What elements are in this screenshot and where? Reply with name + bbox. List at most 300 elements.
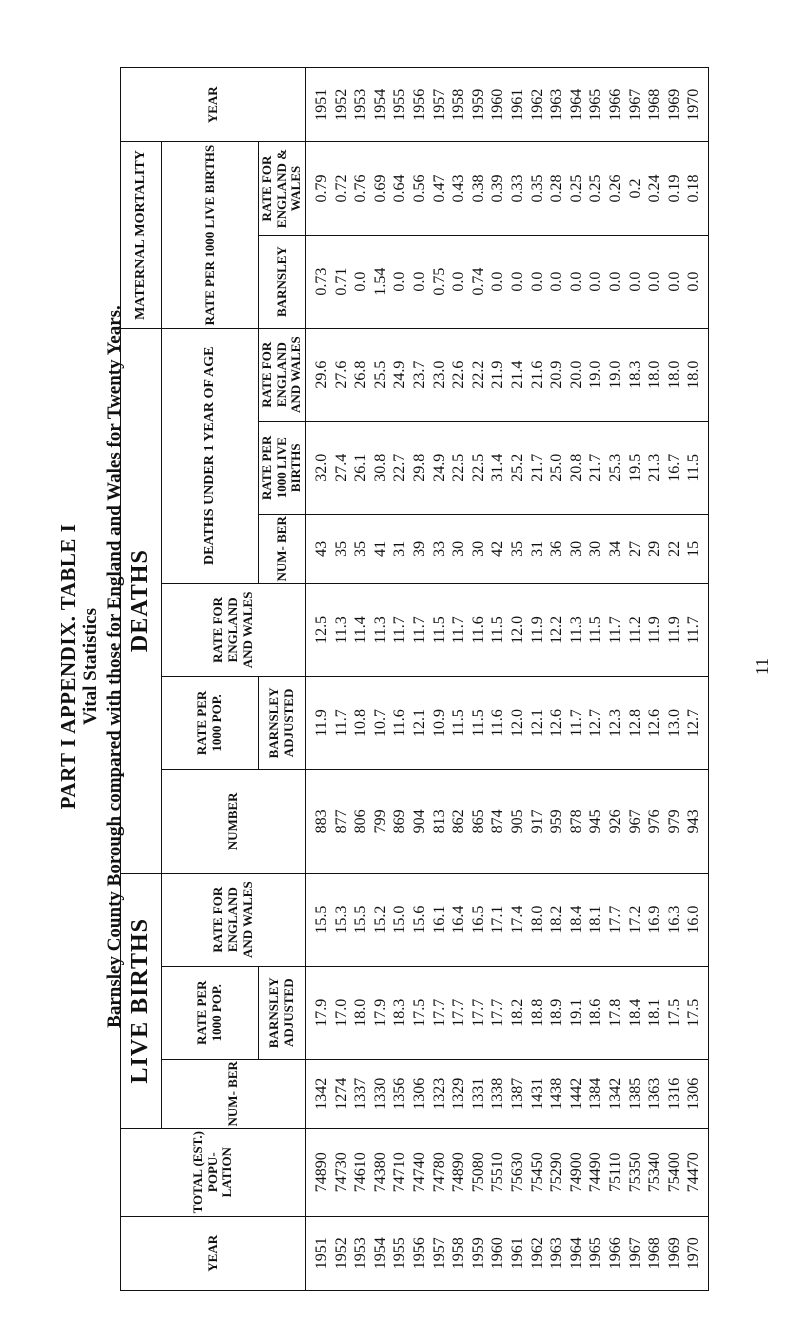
cell-maternal-ew: 0.43 bbox=[450, 174, 468, 203]
deaths-adjusted-header: BARNSLEY ADJUSTED bbox=[259, 676, 306, 769]
cell-infant-number: 34 bbox=[606, 540, 624, 557]
cell-deaths-number: 945 bbox=[587, 809, 605, 834]
cell-infant-rate-ew: 26.8 bbox=[352, 360, 370, 389]
cell-births-rate: 17.9 bbox=[371, 998, 389, 1027]
cell-maternal-ew: 0.2 bbox=[626, 178, 644, 199]
deaths-header: DEATHS bbox=[121, 328, 162, 873]
cell-infant-rate-ew: 18.0 bbox=[646, 360, 664, 389]
cell-infant-rate: 22.5 bbox=[450, 453, 468, 482]
cell-infant-number: 30 bbox=[469, 540, 487, 557]
column-infant-rate bbox=[306, 421, 709, 514]
cell-infant-rate-ew: 23.0 bbox=[430, 360, 448, 389]
cell-deaths-number: 877 bbox=[332, 809, 350, 834]
cell-births-rate: 17.7 bbox=[489, 998, 507, 1027]
cell-deaths-rate: 12.1 bbox=[410, 708, 428, 737]
cell-maternal-ew: 0.35 bbox=[528, 174, 546, 203]
cell-year: 1962 bbox=[528, 88, 546, 121]
cell-births-number: 1316 bbox=[665, 1077, 683, 1110]
cell-deaths-rate-ew: 11.3 bbox=[371, 616, 389, 644]
cell-births-rate: 18.2 bbox=[508, 998, 526, 1027]
cell-infant-number: 22 bbox=[665, 540, 683, 557]
maternal-ew-header: RATE FOR ENGLAND & WALES bbox=[259, 142, 306, 235]
year-header: YEAR bbox=[121, 1216, 306, 1290]
cell-births-rate-ew: 16.3 bbox=[665, 905, 683, 934]
cell-year: 1963 bbox=[548, 1237, 566, 1270]
cell-infant-rate: 25.3 bbox=[606, 453, 624, 482]
maternal-barnsley-header: BARNSLEY bbox=[259, 235, 306, 328]
cell-infant-rate: 27.4 bbox=[332, 453, 350, 482]
cell-year: 1963 bbox=[548, 88, 566, 121]
cell-infant-number: 29 bbox=[646, 540, 664, 557]
cell-maternal-ew: 0.26 bbox=[606, 174, 624, 203]
infant-number-header: NUM- BER bbox=[259, 514, 306, 583]
cell-maternal-ew: 0.76 bbox=[352, 174, 370, 203]
cell-population: 75400 bbox=[665, 1152, 683, 1193]
cell-maternal-barnsley: 0.0 bbox=[587, 271, 605, 292]
births-rate-ew-header: RATE FOR ENGLAND AND WALES bbox=[162, 873, 306, 966]
cell-maternal-barnsley: 0.0 bbox=[685, 271, 703, 292]
cell-deaths-number: 862 bbox=[450, 809, 468, 834]
cell-births-rate: 19.1 bbox=[567, 998, 585, 1027]
cell-deaths-rate: 11.5 bbox=[469, 709, 487, 737]
column-births-number bbox=[306, 1059, 709, 1128]
cell-maternal-barnsley: 0.0 bbox=[548, 271, 566, 292]
cell-year: 1952 bbox=[332, 88, 350, 121]
table-caption: Barnsley County Borough compared with those for England and Wales for Twenty Years. bbox=[104, 305, 125, 1028]
cell-deaths-rate-ew: 11.2 bbox=[626, 616, 644, 644]
cell-deaths-number: 904 bbox=[410, 809, 428, 834]
cell-births-rate-ew: 18.4 bbox=[567, 905, 585, 934]
cell-births-number: 1337 bbox=[352, 1077, 370, 1110]
cell-deaths-rate-ew: 11.6 bbox=[469, 616, 487, 644]
cell-births-rate-ew: 16.5 bbox=[469, 905, 487, 934]
cell-year: 1968 bbox=[646, 88, 664, 121]
year-header-right: YEAR bbox=[121, 68, 306, 143]
cell-deaths-number: 917 bbox=[528, 809, 546, 834]
maternal-rate-header: RATE PER 1000 LIVE BIRTHS bbox=[162, 142, 259, 328]
cell-infant-rate-ew: 21.4 bbox=[508, 360, 526, 389]
cell-year: 1964 bbox=[567, 1237, 585, 1270]
cell-births-rate-ew: 16.1 bbox=[430, 905, 448, 934]
cell-year: 1954 bbox=[371, 1237, 389, 1270]
cell-maternal-barnsley: 0.0 bbox=[508, 271, 526, 292]
table-subtitle: Vital Statistics bbox=[80, 608, 101, 725]
cell-maternal-barnsley: 0.0 bbox=[391, 271, 409, 292]
cell-births-rate: 18.6 bbox=[587, 998, 605, 1027]
cell-year: 1951 bbox=[313, 1237, 330, 1270]
cell-infant-number: 15 bbox=[685, 540, 703, 557]
cell-year: 1965 bbox=[587, 1237, 605, 1270]
cell-maternal-barnsley: 0.0 bbox=[352, 271, 370, 292]
cell-births-rate: 17.7 bbox=[450, 998, 468, 1027]
cell-year: 1960 bbox=[489, 88, 507, 121]
cell-maternal-ew: 0.64 bbox=[391, 174, 409, 203]
maternal-mortality-header: MATERNAL MORTALITY bbox=[121, 142, 162, 328]
cell-deaths-rate-ew: 11.3 bbox=[567, 616, 585, 644]
cell-infant-rate-ew: 29.6 bbox=[313, 360, 330, 389]
cell-deaths-number: 905 bbox=[508, 809, 526, 834]
cell-births-rate: 18.3 bbox=[391, 998, 409, 1027]
cell-population: 74490 bbox=[587, 1152, 605, 1193]
cell-year: 1968 bbox=[646, 1237, 664, 1270]
cell-births-rate-ew: 16.9 bbox=[646, 905, 664, 934]
cell-deaths-number: 976 bbox=[646, 809, 664, 834]
cell-maternal-barnsley: 0.0 bbox=[450, 271, 468, 292]
cell-deaths-rate: 12.3 bbox=[606, 708, 624, 737]
cell-births-number: 1438 bbox=[548, 1077, 566, 1110]
cell-infant-rate-ew: 19.0 bbox=[606, 360, 624, 389]
column-deaths-rate-ew bbox=[306, 583, 709, 676]
cell-deaths-number: 926 bbox=[606, 809, 624, 834]
cell-infant-rate-ew: 21.9 bbox=[489, 360, 507, 389]
cell-population: 74380 bbox=[371, 1152, 389, 1193]
cell-deaths-number: 865 bbox=[469, 809, 487, 834]
cell-deaths-number: 878 bbox=[567, 809, 585, 834]
cell-infant-number: 31 bbox=[528, 540, 546, 557]
cell-births-rate: 17.7 bbox=[469, 998, 487, 1027]
cell-maternal-barnsley: 0.75 bbox=[430, 267, 448, 296]
cell-infant-number: 36 bbox=[548, 540, 566, 557]
cell-maternal-ew: 0.39 bbox=[489, 174, 507, 203]
cell-year: 1955 bbox=[391, 88, 409, 121]
cell-infant-number: 31 bbox=[391, 540, 409, 557]
cell-births-number: 1306 bbox=[685, 1077, 703, 1110]
cell-births-rate: 17.5 bbox=[665, 998, 683, 1027]
cell-infant-rate: 31.4 bbox=[489, 453, 507, 482]
cell-births-rate: 17.5 bbox=[685, 998, 703, 1027]
cell-infant-rate-ew: 25.5 bbox=[371, 360, 389, 389]
births-rate-header: RATE PER 1000 POP. bbox=[162, 966, 259, 1059]
cell-deaths-number: 799 bbox=[371, 809, 389, 834]
column-maternal-barnsley bbox=[306, 235, 709, 328]
cell-deaths-number: 967 bbox=[626, 809, 644, 834]
cell-maternal-barnsley: 0.0 bbox=[626, 271, 644, 292]
cell-infant-rate: 11.5 bbox=[685, 454, 703, 482]
cell-deaths-rate: 10.8 bbox=[352, 708, 370, 737]
cell-births-number: 1330 bbox=[371, 1077, 389, 1110]
cell-deaths-rate: 10.9 bbox=[430, 708, 448, 737]
cell-births-rate: 18.8 bbox=[528, 998, 546, 1027]
cell-deaths-rate: 12.6 bbox=[646, 708, 664, 737]
cell-births-number: 1356 bbox=[391, 1077, 409, 1110]
cell-births-rate-ew: 16.0 bbox=[685, 905, 703, 934]
cell-deaths-rate-ew: 11.7 bbox=[391, 616, 409, 644]
cell-deaths-rate: 12.8 bbox=[626, 708, 644, 737]
cell-infant-rate-ew: 18.3 bbox=[626, 360, 644, 389]
cell-infant-number: 27 bbox=[626, 540, 644, 557]
cell-maternal-barnsley: 1.54 bbox=[371, 267, 389, 296]
cell-deaths-rate-ew: 11.5 bbox=[430, 616, 448, 644]
column-infant-rate-ew bbox=[306, 328, 709, 421]
cell-births-rate-ew: 15.6 bbox=[410, 905, 428, 934]
cell-deaths-rate-ew: 11.5 bbox=[587, 616, 605, 644]
cell-year: 1961 bbox=[508, 1237, 526, 1270]
cell-births-rate-ew: 16.4 bbox=[450, 905, 468, 934]
cell-year: 1967 bbox=[626, 1237, 644, 1270]
births-number-header: NUM- BER bbox=[162, 1059, 306, 1128]
cell-births-rate: 18.0 bbox=[352, 998, 370, 1027]
cell-births-rate-ew: 15.0 bbox=[391, 905, 409, 934]
cell-maternal-barnsley: 0.0 bbox=[665, 271, 683, 292]
cell-maternal-ew: 0.38 bbox=[469, 174, 487, 203]
cell-infant-rate-ew: 20.0 bbox=[567, 360, 585, 389]
cell-population: 74470 bbox=[685, 1152, 703, 1193]
cell-infant-number: 30 bbox=[567, 540, 585, 557]
cell-births-rate: 17.5 bbox=[410, 998, 428, 1027]
cell-infant-rate: 19.5 bbox=[626, 453, 644, 482]
cell-year: 1970 bbox=[685, 1237, 703, 1270]
infant-rate-barnsley-header: RATE PER 1000 LIVE BIRTHS bbox=[259, 421, 306, 514]
cell-year: 1969 bbox=[665, 88, 683, 121]
cell-year: 1958 bbox=[450, 88, 468, 121]
cell-maternal-barnsley: 0.0 bbox=[410, 271, 428, 292]
cell-births-rate: 18.9 bbox=[548, 998, 566, 1027]
cell-population: 74610 bbox=[352, 1152, 370, 1193]
cell-maternal-barnsley: 0.0 bbox=[606, 271, 624, 292]
table-title: PART I APPENDIX. TABLE I bbox=[56, 523, 80, 810]
cell-population: 75450 bbox=[528, 1152, 546, 1193]
cell-maternal-barnsley: 0.0 bbox=[567, 271, 585, 292]
cell-births-rate: 17.0 bbox=[332, 998, 350, 1027]
cell-deaths-rate-ew: 11.9 bbox=[528, 616, 546, 644]
cell-year: 1966 bbox=[606, 88, 624, 121]
cell-births-rate-ew: 15.5 bbox=[313, 905, 330, 934]
cell-infant-number: 35 bbox=[332, 540, 350, 557]
cell-year: 1956 bbox=[410, 1237, 428, 1270]
cell-infant-rate: 21.3 bbox=[646, 453, 664, 482]
cell-infant-rate-ew: 24.9 bbox=[391, 360, 409, 389]
cell-deaths-rate: 12.1 bbox=[528, 708, 546, 737]
cell-population: 75340 bbox=[646, 1152, 664, 1193]
cell-deaths-rate-ew: 11.7 bbox=[606, 616, 624, 644]
column-year bbox=[306, 1216, 709, 1290]
cell-deaths-rate: 13.0 bbox=[665, 708, 683, 737]
cell-deaths-rate: 12.0 bbox=[508, 708, 526, 737]
cell-deaths-number: 806 bbox=[352, 809, 370, 834]
cell-births-number: 1385 bbox=[626, 1077, 644, 1110]
deaths-rate-header: RATE PER 1000 POP. bbox=[162, 676, 259, 769]
cell-infant-rate: 32.0 bbox=[313, 453, 330, 482]
cell-year: 1965 bbox=[587, 88, 605, 121]
cell-deaths-rate-ew: 11.7 bbox=[450, 616, 468, 644]
cell-maternal-ew: 0.33 bbox=[508, 174, 526, 203]
cell-deaths-rate: 11.7 bbox=[332, 709, 350, 737]
cell-maternal-ew: 0.24 bbox=[646, 174, 664, 203]
infant-rate-ew-header: RATE FOR ENGLAND AND WALES bbox=[259, 328, 306, 421]
cell-births-rate: 17.9 bbox=[313, 998, 330, 1027]
cell-maternal-barnsley: 0.0 bbox=[646, 271, 664, 292]
cell-population: 74900 bbox=[567, 1152, 585, 1193]
cell-infant-rate-ew: 27.6 bbox=[332, 360, 350, 389]
cell-infant-number: 42 bbox=[489, 540, 507, 557]
cell-infant-rate-ew: 22.2 bbox=[469, 360, 487, 389]
cell-maternal-ew: 0.19 bbox=[665, 174, 683, 203]
cell-infant-rate: 22.5 bbox=[469, 453, 487, 482]
cell-deaths-rate: 10.7 bbox=[371, 708, 389, 737]
cell-infant-rate: 26.1 bbox=[352, 453, 370, 482]
cell-population: 75510 bbox=[489, 1152, 507, 1193]
deaths-number-header: NUMBER bbox=[162, 769, 306, 873]
cell-population: 74710 bbox=[391, 1152, 409, 1193]
cell-year: 1962 bbox=[528, 1237, 546, 1270]
cell-deaths-number: 874 bbox=[489, 809, 507, 834]
cell-infant-rate: 25.0 bbox=[548, 453, 566, 482]
cell-births-rate-ew: 18.0 bbox=[528, 905, 546, 934]
cell-deaths-rate-ew: 11.7 bbox=[410, 616, 428, 644]
cell-population: 74730 bbox=[332, 1152, 350, 1193]
cell-infant-rate: 20.8 bbox=[567, 453, 585, 482]
cell-infant-number: 33 bbox=[430, 540, 448, 557]
infant-deaths-header: DEATHS UNDER 1 YEAR OF AGE bbox=[162, 328, 259, 583]
cell-births-number: 1342 bbox=[313, 1077, 330, 1110]
column-deaths-rate bbox=[306, 676, 709, 769]
cell-births-number: 1387 bbox=[508, 1077, 526, 1110]
table-data-row bbox=[306, 68, 709, 1291]
cell-maternal-ew: 0.18 bbox=[685, 174, 703, 203]
cell-births-rate: 17.7 bbox=[430, 998, 448, 1027]
cell-maternal-ew: 0.47 bbox=[430, 174, 448, 203]
cell-infant-rate: 22.7 bbox=[391, 453, 409, 482]
cell-year: 1953 bbox=[352, 88, 370, 121]
cell-births-rate-ew: 15.3 bbox=[332, 905, 350, 934]
live-births-header: LIVE BIRTHS bbox=[121, 873, 162, 1128]
cell-year: 1966 bbox=[606, 1237, 624, 1270]
cell-births-rate: 18.1 bbox=[646, 998, 664, 1027]
cell-maternal-ew: 0.25 bbox=[587, 174, 605, 203]
cell-infant-rate: 30.8 bbox=[371, 453, 389, 482]
cell-infant-rate: 21.7 bbox=[528, 453, 546, 482]
cell-births-rate-ew: 18.1 bbox=[587, 905, 605, 934]
cell-population: 75630 bbox=[508, 1152, 526, 1193]
cell-deaths-rate: 11.6 bbox=[489, 709, 507, 737]
column-year-right bbox=[306, 68, 709, 143]
cell-population: 75290 bbox=[548, 1152, 566, 1193]
cell-infant-rate: 24.9 bbox=[430, 453, 448, 482]
cell-births-rate-ew: 17.1 bbox=[489, 905, 507, 934]
cell-maternal-ew: 0.28 bbox=[548, 174, 566, 203]
cell-year: 1958 bbox=[450, 1237, 468, 1270]
cell-deaths-number: 979 bbox=[665, 809, 683, 834]
cell-deaths-rate-ew: 11.4 bbox=[352, 616, 370, 644]
cell-births-number: 1442 bbox=[567, 1077, 585, 1110]
cell-year: 1957 bbox=[430, 1237, 448, 1270]
cell-infant-rate: 25.2 bbox=[508, 453, 526, 482]
cell-deaths-rate-ew: 12.2 bbox=[548, 615, 566, 644]
cell-year: 1959 bbox=[469, 88, 487, 121]
cell-deaths-rate-ew: 12.0 bbox=[508, 615, 526, 644]
cell-year: 1960 bbox=[489, 1237, 507, 1270]
cell-year: 1951 bbox=[313, 88, 330, 121]
cell-year: 1959 bbox=[469, 1237, 487, 1270]
cell-population: 75110 bbox=[606, 1152, 624, 1192]
cell-deaths-rate-ew: 11.9 bbox=[665, 616, 683, 644]
cell-year: 1970 bbox=[685, 88, 703, 121]
cell-deaths-rate-ew: 11.9 bbox=[646, 616, 664, 644]
cell-year: 1969 bbox=[665, 1237, 683, 1270]
column-deaths-number bbox=[306, 769, 709, 873]
cell-births-number: 1306 bbox=[410, 1077, 428, 1110]
column-population bbox=[306, 1128, 709, 1216]
cell-deaths-rate: 12.6 bbox=[548, 708, 566, 737]
cell-year: 1953 bbox=[352, 1237, 370, 1270]
cell-year: 1964 bbox=[567, 88, 585, 121]
cell-population: 74780 bbox=[430, 1152, 448, 1193]
cell-year: 1954 bbox=[371, 88, 389, 121]
cell-births-number: 1342 bbox=[606, 1077, 624, 1110]
cell-population: 75350 bbox=[626, 1152, 644, 1193]
cell-infant-number: 35 bbox=[352, 540, 370, 557]
cell-births-rate-ew: 15.2 bbox=[371, 905, 389, 934]
cell-deaths-rate: 11.7 bbox=[567, 709, 585, 737]
cell-infant-rate: 29.8 bbox=[410, 453, 428, 482]
cell-year: 1952 bbox=[332, 1237, 350, 1270]
cell-infant-rate: 21.7 bbox=[587, 453, 605, 482]
column-maternal-ew bbox=[306, 142, 709, 235]
cell-births-rate: 18.4 bbox=[626, 998, 644, 1027]
cell-births-number: 1274 bbox=[332, 1077, 350, 1110]
cell-year: 1967 bbox=[626, 88, 644, 121]
cell-births-rate-ew: 17.7 bbox=[606, 905, 624, 934]
cell-births-number: 1431 bbox=[528, 1077, 546, 1110]
cell-infant-rate: 16.7 bbox=[665, 453, 683, 482]
column-infant-number bbox=[306, 514, 709, 583]
cell-year: 1955 bbox=[391, 1237, 409, 1270]
cell-births-rate: 17.8 bbox=[606, 998, 624, 1027]
cell-population: 75080 bbox=[469, 1152, 487, 1193]
cell-deaths-number: 883 bbox=[313, 809, 330, 834]
cell-deaths-rate: 12.7 bbox=[587, 708, 605, 737]
cell-deaths-rate: 11.5 bbox=[450, 709, 468, 737]
cell-infant-rate-ew: 18.0 bbox=[665, 360, 683, 389]
cell-infant-number: 43 bbox=[313, 540, 330, 557]
cell-births-rate-ew: 18.2 bbox=[548, 905, 566, 934]
cell-maternal-ew: 0.25 bbox=[567, 174, 585, 203]
cell-maternal-ew: 0.69 bbox=[371, 174, 389, 203]
cell-deaths-rate: 11.9 bbox=[313, 709, 330, 737]
cell-maternal-ew: 0.79 bbox=[313, 174, 330, 203]
column-births-rate bbox=[306, 966, 709, 1059]
cell-deaths-rate-ew: 11.7 bbox=[685, 616, 703, 644]
cell-maternal-ew: 0.56 bbox=[410, 174, 428, 203]
cell-deaths-rate-ew: 11.3 bbox=[332, 616, 350, 644]
cell-infant-rate-ew: 18.0 bbox=[685, 360, 703, 389]
cell-infant-number: 35 bbox=[508, 540, 526, 557]
cell-population: 74890 bbox=[313, 1152, 330, 1193]
cell-births-number: 1363 bbox=[646, 1077, 664, 1110]
cell-deaths-rate-ew: 12.5 bbox=[313, 615, 330, 644]
cell-births-rate-ew: 17.2 bbox=[626, 905, 644, 934]
cell-year: 1961 bbox=[508, 88, 526, 121]
cell-year: 1956 bbox=[410, 88, 428, 121]
cell-population: 74740 bbox=[410, 1152, 428, 1193]
cell-infant-rate-ew: 23.7 bbox=[410, 360, 428, 389]
cell-deaths-number: 943 bbox=[685, 809, 703, 834]
column-births-rate-ew bbox=[306, 873, 709, 966]
cell-births-rate-ew: 17.4 bbox=[508, 905, 526, 934]
births-adjusted-header: BARNSLEY ADJUSTED bbox=[259, 966, 306, 1059]
cell-infant-number: 30 bbox=[450, 540, 468, 557]
population-header: TOTAL (EST.) POPU- LATION bbox=[121, 1128, 306, 1216]
cell-maternal-barnsley: 0.0 bbox=[489, 271, 507, 292]
cell-deaths-rate: 12.7 bbox=[685, 708, 703, 737]
cell-year: 1957 bbox=[430, 88, 448, 121]
vital-statistics-table bbox=[120, 67, 709, 1291]
cell-deaths-rate-ew: 11.5 bbox=[489, 616, 507, 644]
cell-deaths-number: 813 bbox=[430, 809, 448, 834]
cell-infant-number: 41 bbox=[371, 540, 389, 557]
cell-deaths-number: 869 bbox=[391, 809, 409, 834]
cell-births-number: 1338 bbox=[489, 1077, 507, 1110]
